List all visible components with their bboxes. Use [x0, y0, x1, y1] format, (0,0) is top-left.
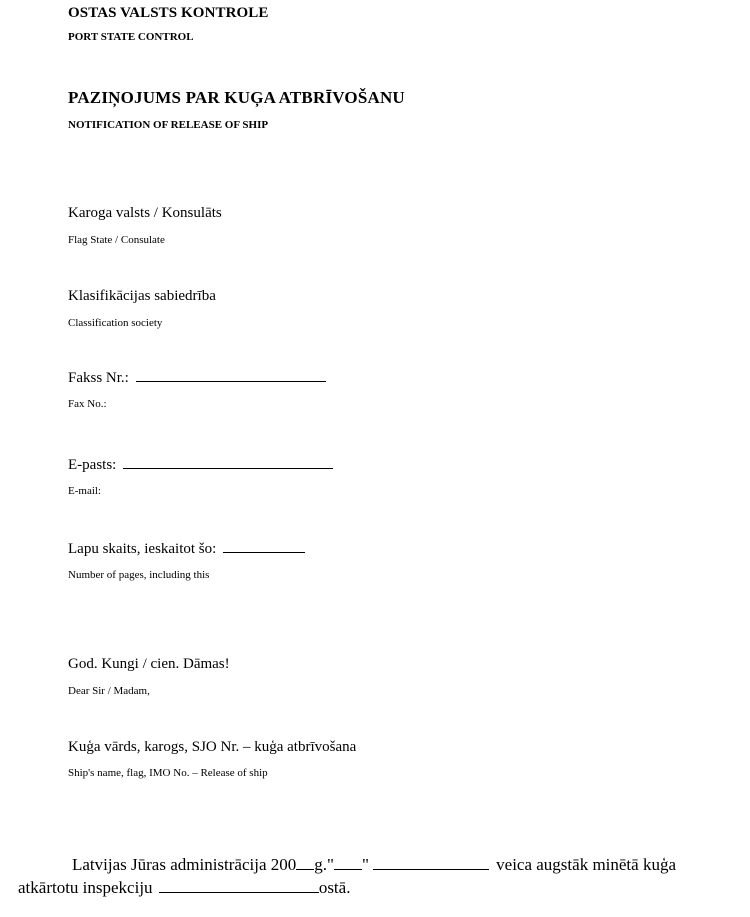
day-blank [334, 857, 362, 870]
email-label-lv: E-pasts: [68, 457, 117, 473]
flag-state-label-en: Flag State / Consulate [68, 234, 165, 246]
organization-title-en: PORT STATE CONTROL [68, 31, 194, 43]
class-society-label-lv: Klasifikācijas sabiedrība [68, 288, 216, 304]
year-blank [296, 857, 314, 870]
document-title-lv: PAZIŅOJUMS PAR KUĢA ATBRĪVOŠANU [68, 88, 405, 107]
body-line-2 [18, 878, 350, 898]
body-text-3: " [361, 855, 369, 874]
fax-row [68, 369, 326, 387]
class-society-label-en: Classification society [68, 317, 163, 329]
body-text-5: atkārtotu inspekciju [18, 878, 153, 897]
body-text-4: veica augstāk minētā kuģa [496, 855, 677, 874]
email-blank [123, 456, 333, 469]
pages-label-lv: Lapu skaits, ieskaitot šo: [68, 541, 217, 557]
subject-lv: Kuģa vārds, karogs, SJO Nr. – kuģa atbrīvošana [68, 739, 357, 755]
body-line-1 [72, 855, 676, 875]
fax-label-lv: Fakss Nr.: [68, 370, 129, 386]
flag-state-label-lv: Karoga valsts / Konsulāts [68, 205, 222, 221]
subject-en: Ship's name, flag, IMO No. – Release of ship [68, 767, 268, 779]
body-text-1: Latvijas Jūras administrācija 200 [72, 855, 297, 874]
month-blank [373, 857, 489, 870]
body-text-6: ostā. [318, 878, 351, 897]
salutation-en: Dear Sir / Madam, [68, 685, 150, 697]
salutation-lv: God. Kungi / cien. Dāmas! [68, 656, 230, 672]
fax-label-en: Fax No.: [68, 398, 107, 410]
fax-blank [136, 369, 326, 382]
organization-title-lv: OSTAS VALSTS KONTROLE [68, 5, 269, 21]
email-row [68, 456, 333, 474]
pages-blank [223, 540, 305, 553]
pages-label-en: Number of pages, including this [68, 569, 210, 581]
port-blank [159, 880, 319, 893]
document-title-en: NOTIFICATION OF RELEASE OF SHIP [68, 119, 269, 131]
body-text-2: g." [314, 855, 334, 874]
pages-row [68, 540, 305, 558]
email-label-en: E-mail: [68, 485, 101, 497]
